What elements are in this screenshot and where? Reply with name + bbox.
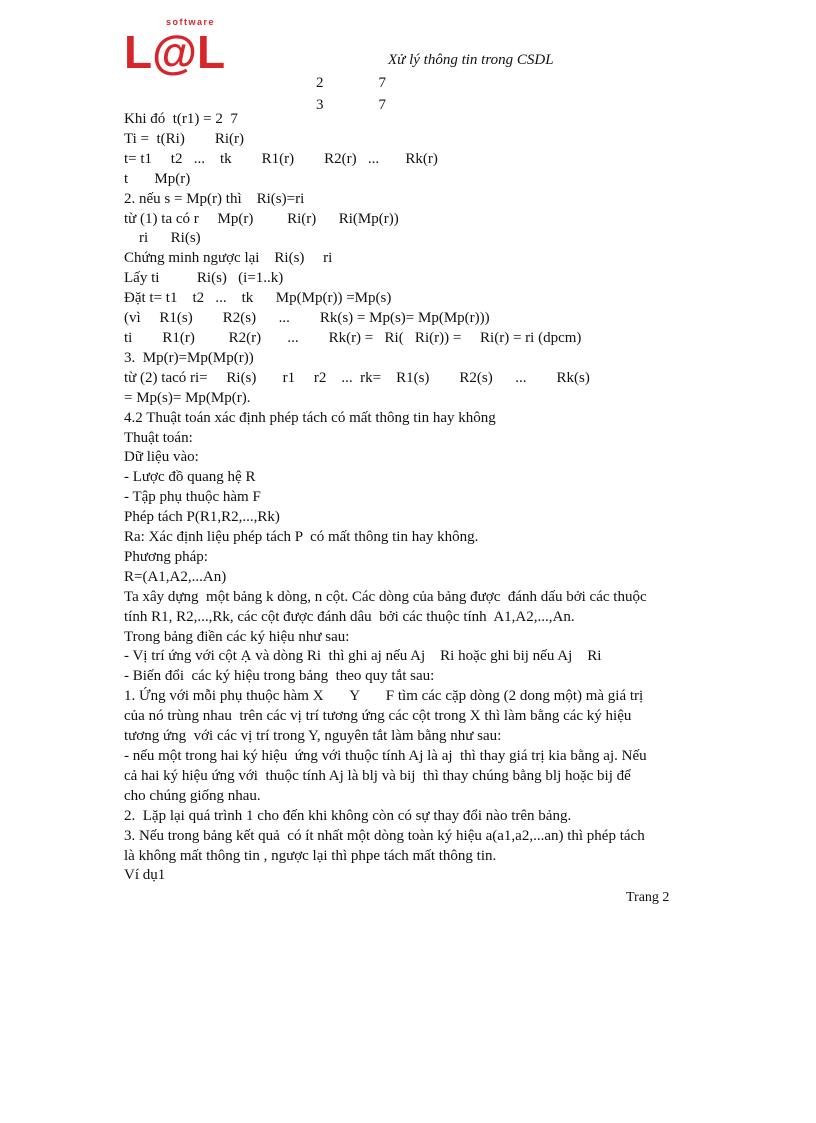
text-line: Thuật toán: — [124, 429, 193, 446]
document-body — [124, 110, 744, 886]
text-line: 2. Lặp lại quá trình 1 cho đến khi không còn có sự thay đổi nào trên bảng. — [124, 807, 572, 824]
text-line: Ví dụ1 — [124, 867, 166, 884]
text-line: Trong bảng điền các ký hiệu như sau: — [124, 628, 350, 645]
text-line: 3. Nếu trong bảng kết quả có ít nhất một dòng toàn ký hiệu a(a1,a2,...an) thì phép tách — [124, 827, 645, 844]
pre-line: 3 7 — [316, 97, 386, 113]
text-line: ri Ri(s) — [124, 230, 201, 247]
text-line: Dữ liệu vào: — [124, 449, 199, 466]
text-line: Đặt t= t1 t2 ... tk Mp(Mp(r)) =Mp(s) — [124, 290, 392, 307]
text-line: - nếu một trong hai ký hiệu ứng với thuộc tính Aj là aj thì thay giá trị kia bằng aj. Nếu — [124, 748, 647, 764]
text-line: Phương pháp: — [124, 548, 208, 565]
text-line: Ti = t(Ri) Ri(r) — [124, 130, 244, 147]
text-line: tính R1, R2,...,Rk, các cột được đánh dâu bởi các thuộc tính A1,A2,...,An. — [124, 608, 575, 625]
text-line: từ (2) tacó ri= Ri(s) r1 r2 ... rk= R1(s) R2(s) ... Rk(s) — [124, 369, 590, 386]
document-header-title: Xử lý thông tin trong CSDL — [388, 52, 554, 68]
text-line: của nó trùng nhau trên các vị trí tương ứng các cột trong X thì làm bằng các ký hiệu — [124, 708, 632, 725]
text-line: - Vị trí ứng với cột Ạ và dòng Ri thì ghi aj nếu Aj Ri hoặc ghi bij nếu Aj Ri — [124, 648, 602, 665]
text-line: cho chúng giống nhau. — [124, 787, 261, 804]
text-line: - Biến đổi các ký hiệu trong bảng theo quy tắt sau: — [124, 668, 435, 685]
company-logo — [122, 16, 232, 76]
text-line: 2. nếu s = Mp(r) thì Ri(s)=ri — [124, 190, 305, 207]
text-line: t Mp(r) — [124, 170, 191, 187]
text-line: - Tập phụ thuộc hàm F — [124, 489, 261, 506]
text-line: cả hai ký hiệu ứng với thuộc tính Aj là blj và bij thì thay chúng bằng blj hoặc bij để — [124, 767, 631, 784]
text-line: Ra: Xác định liệu phép tách P có mất thông tin hay không. — [124, 529, 479, 546]
text-line: t= t1 t2 ... tk R1(r) R2(r) ... Rk(r) — [124, 150, 438, 167]
text-line: Ta xây dựng một bảng k dòng, n cột. Các dòng của bảng được đánh dấu bởi các thuộc — [124, 588, 647, 605]
text-line: = Mp(s)= Mp(Mp(r). — [124, 389, 251, 406]
text-line: Khi đó t(r1) = 2 7 — [124, 111, 238, 127]
text-line: là không mất thông tin , ngược lại thì phpe tách mất thông tin. — [124, 847, 497, 864]
text-line: 3. Mp(r)=Mp(Mp(r)) — [124, 349, 254, 366]
text-line: - Lược đồ quang hệ R — [124, 469, 256, 486]
text-line: từ (1) ta có r Mp(r) Ri(r) Ri(Mp(r)) — [124, 210, 399, 227]
page-number: Trang 2 — [626, 890, 670, 905]
text-line: (vì R1(s) R2(s) ... Rk(s) = Mp(s)= Mp(Mp(r))) — [124, 310, 490, 327]
text-line: 4.2 Thuật toán xác định phép tách có mất thông tin hay không — [124, 409, 496, 426]
text-line: 1. Ứng với mỗi phụ thuộc hàm X Y F tìm các cặp dòng (2 dong một) mà giá trị — [124, 688, 644, 705]
pre-line: 2 7 — [316, 75, 386, 91]
text-line: tương ứng với các vị trí trong Y, nguyên tắt làm bằng như sau: — [124, 728, 502, 745]
text-line: Phép tách P(R1,R2,...,Rk) — [124, 509, 280, 526]
logo-subtitle: software — [166, 17, 216, 27]
logo-text: L@L — [124, 26, 226, 76]
text-line: ti R1(r) R2(r) ... Rk(r) = Ri( Ri(r)) = Ri(r) = ri (dpcm) — [124, 329, 582, 346]
text-line: Chứng minh ngược lại Ri(s) ri — [124, 250, 333, 267]
text-line: Lấy ti Ri(s) (i=1..k) — [124, 270, 284, 287]
text-line: R=(A1,A2,...An) — [124, 568, 227, 585]
